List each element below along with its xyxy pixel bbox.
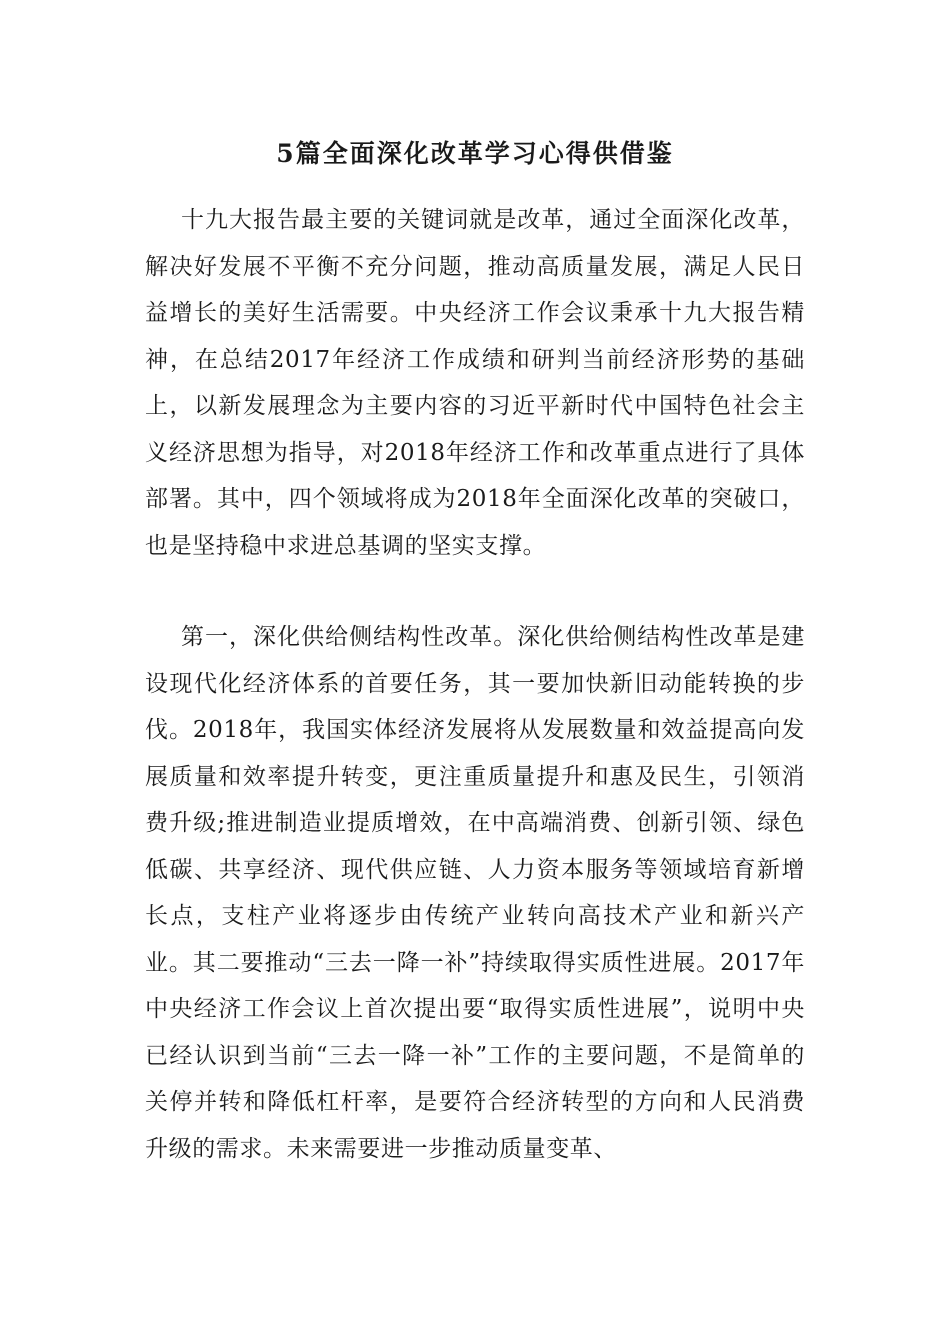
paragraph-1: 十九大报告最主要的关键词就是改革，通过全面深化改革，解决好发展不平衡不充分问题，推动高质量发展，满足人民日益增长的美好生活需要。中央经济工作会议秉承十九大报告精神，在总结2017年经济工作成绩和研判当前经济形势的基础上，以新发展理念为主要内容的习近平新时代中国特色社会主义经济思想为指导，对2018年经济工作和改革重点进行了具体部署。其中，四个领域将成为2018年全面深化改革的突破口，也是坚持稳中求进总基调的坚实支撑。 <box>145 207 805 559</box>
paragraph-2: 第一，深化供给侧结构性改革。深化供给侧结构性改革是建设现代化经济体系的首要任务，其一要加快新旧动能转换的步伐。2018年，我国实体经济发展将从发展数量和效益提高向发展质量和效率提升转变，更注重质量提升和惠及民生，引领消费升级;推进制造业提质增效，在中高端消费、创新引领、绿色低碳、共享经济、现代供应链、人力资本服务等领域培育新增长点，支柱产业将逐步由传统产业转向高技术产业和新兴产业。其二要推动“三去一降一补”持续取得实质性进展。2017年中央经济工作会议上首次提出要“取得实质性进展”，说明中央已经认识到当前“三去一降一补”工作的主要问题，不是简单的关停并转和降低杠杆率，是要符合经济转型的方向和人民消费升级的需求。未来需要进一步推动质量变革、 <box>145 624 805 1162</box>
document-title: 5篇全面深化改革学习心得供借鉴 <box>276 139 674 168</box>
